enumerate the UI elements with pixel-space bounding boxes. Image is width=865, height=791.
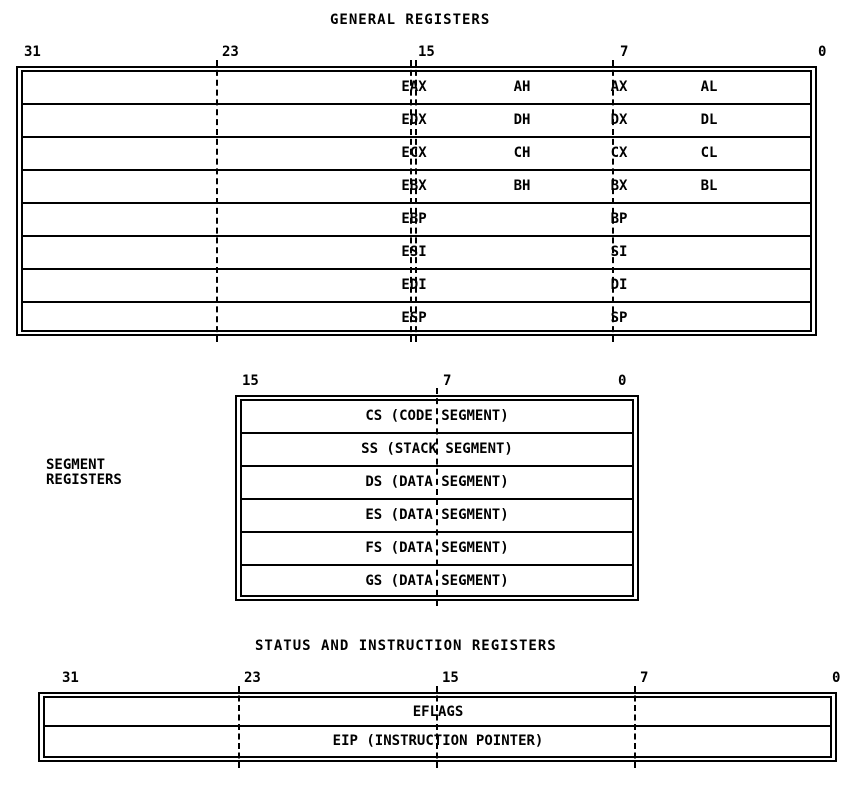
status-bit-31: 31: [62, 670, 79, 686]
register-high-byte: AH: [513, 79, 531, 95]
register-low-byte: CL: [700, 145, 718, 161]
status-bit-0: 0: [832, 670, 841, 686]
general-bit-7: 7: [620, 44, 629, 60]
register-16bit: DI: [610, 277, 628, 293]
register-16bit: BP: [610, 211, 628, 227]
register-name: ESP: [401, 310, 427, 326]
status-divider-23: [238, 686, 240, 768]
segment-registers-label-2: REGISTERS: [46, 472, 122, 488]
register-high-byte: BH: [513, 178, 531, 194]
register-16bit: SP: [610, 310, 628, 326]
register-16bit: DX: [610, 112, 628, 128]
segment-bit-7: 7: [443, 373, 452, 389]
general-divider-15b: [415, 60, 417, 342]
segment-registers-label-1: SEGMENT: [46, 457, 106, 473]
general-divider-15a: [410, 60, 412, 342]
register-high-byte: DH: [513, 112, 531, 128]
general-divider-7: [612, 60, 614, 342]
general-bit-31: 31: [24, 44, 41, 60]
status-registers-title: STATUS AND INSTRUCTION REGISTERS: [255, 638, 557, 654]
status-divider-15: [436, 686, 438, 768]
segment-bit-15: 15: [242, 373, 259, 389]
register-low-byte: BL: [700, 178, 718, 194]
general-bit-0: 0: [818, 44, 827, 60]
status-divider-7: [634, 686, 636, 768]
status-register-label: EFLAGS: [412, 704, 464, 720]
register-16bit: SI: [610, 244, 628, 260]
status-register-label: EIP (INSTRUCTION POINTER): [332, 733, 544, 749]
segment-register-label: FS (DATA SEGMENT): [365, 540, 509, 556]
segment-register-label: CS (CODE SEGMENT): [365, 408, 509, 424]
register-16bit: BX: [610, 178, 628, 194]
register-name: ECX: [401, 145, 427, 161]
segment-register-label: DS (DATA SEGMENT): [365, 474, 509, 490]
status-bit-15: 15: [442, 670, 459, 686]
segment-register-label: GS (DATA SEGMENT): [365, 573, 509, 589]
general-bit-15: 15: [418, 44, 435, 60]
register-16bit: AX: [610, 79, 628, 95]
register-name: EBP: [401, 211, 427, 227]
register-name: EBX: [401, 178, 427, 194]
register-name: ESI: [401, 244, 427, 260]
segment-divider-7: [436, 388, 438, 606]
general-bit-23: 23: [222, 44, 239, 60]
register-low-byte: AL: [700, 79, 718, 95]
register-low-byte: DL: [700, 112, 718, 128]
register-name: EAX: [401, 79, 427, 95]
segment-register-label: ES (DATA SEGMENT): [365, 507, 509, 523]
general-registers-title: GENERAL REGISTERS: [330, 12, 491, 28]
segment-register-label: SS (STACK SEGMENT): [361, 441, 513, 457]
register-name: EDI: [401, 277, 427, 293]
register-16bit: CX: [610, 145, 628, 161]
status-bit-23: 23: [244, 670, 261, 686]
status-bit-7: 7: [640, 670, 649, 686]
general-divider-23: [216, 60, 218, 342]
register-high-byte: CH: [513, 145, 531, 161]
register-name: EDX: [401, 112, 427, 128]
segment-bit-0: 0: [618, 373, 627, 389]
